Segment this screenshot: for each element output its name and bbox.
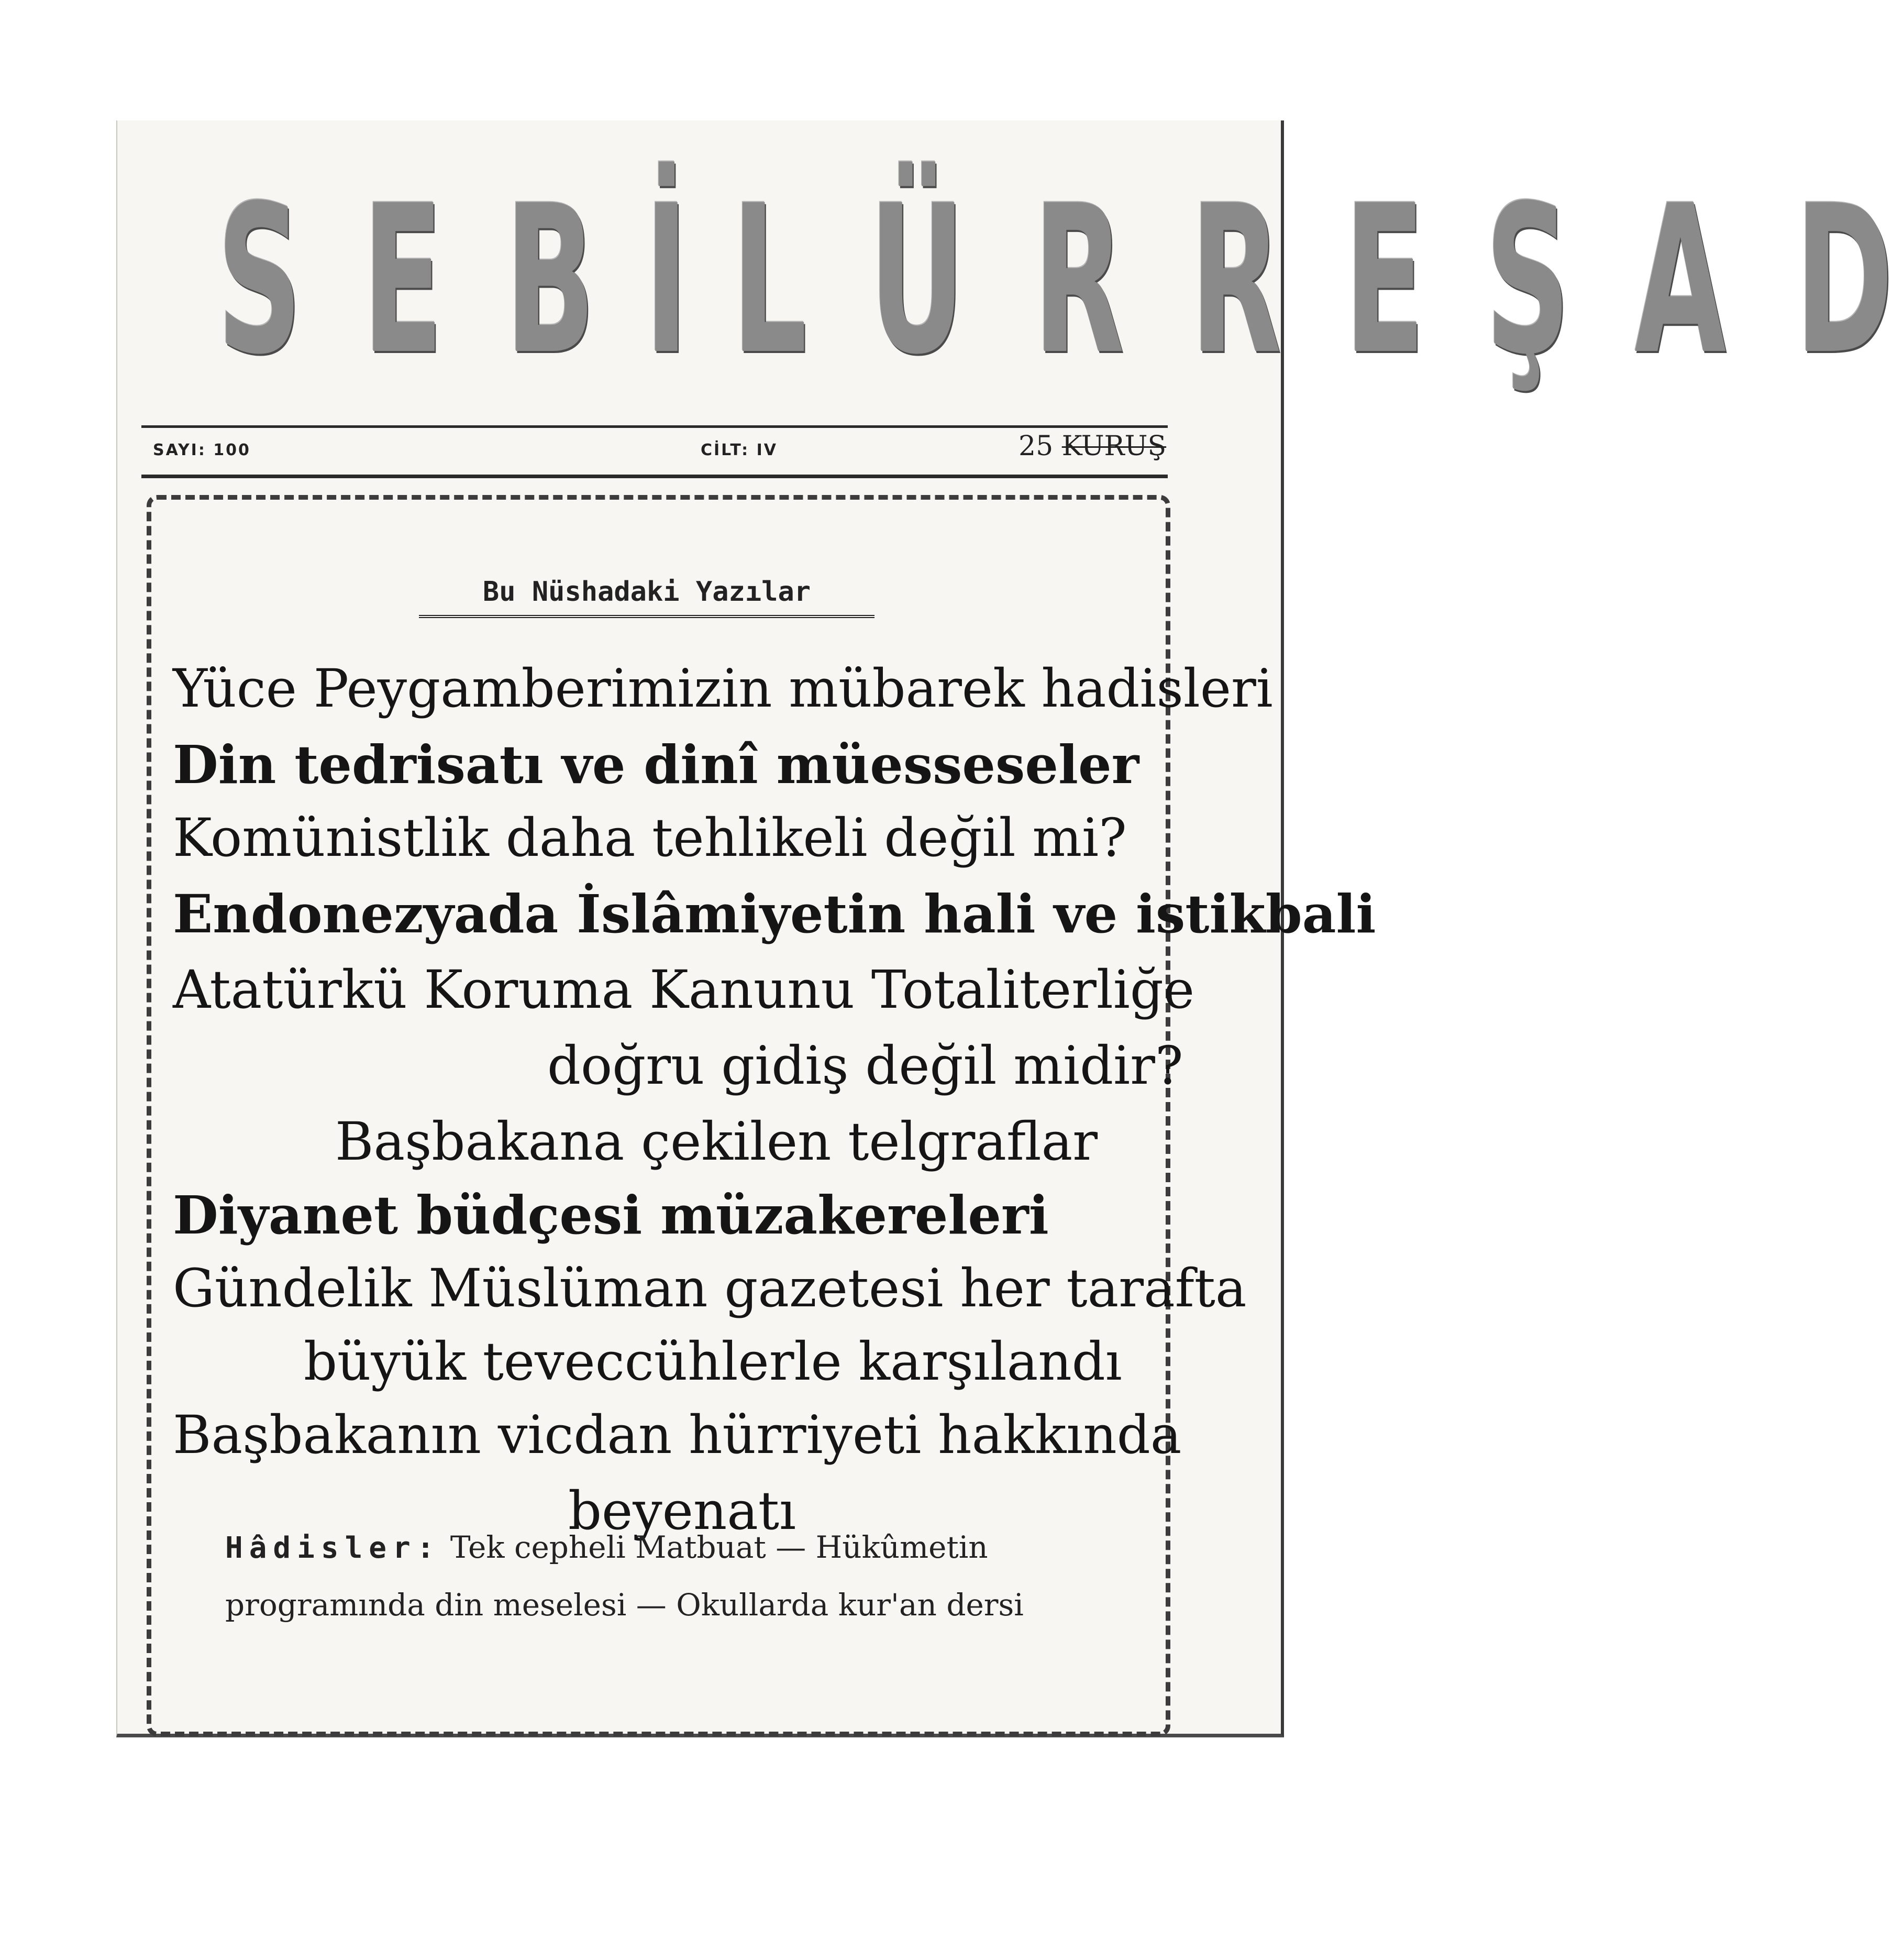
contents-item: Komünistlik daha tehlikeli değil mi?: [173, 807, 1127, 868]
masthead-letter: Ş: [1485, 161, 1570, 399]
contents-item: doğru gidiş değil midir?: [547, 1035, 1183, 1096]
issue-bar-bottom-rule: [141, 475, 1168, 478]
contents-item: Endonezyada İslâmiyetin hali ve istikbali: [173, 883, 1376, 945]
masthead-letter: E: [362, 161, 444, 399]
masthead-letter: S: [216, 161, 302, 399]
contents-item: Gündelik Müslüman gazetesi her tarafta: [173, 1258, 1247, 1319]
contents-heading: Bu Nüshadaki Yazılar: [419, 576, 874, 618]
events-line: programında din meselesi — Okullarda kur'an dersi: [225, 1587, 1024, 1623]
masthead-letter: Ü: [869, 161, 966, 399]
masthead-letter: L: [731, 161, 807, 399]
contents-item: Atatürkü Koruma Kanunu Totaliterliğe: [173, 959, 1195, 1020]
issue-number: SAYI: 100: [153, 441, 251, 459]
masthead-letter: A: [1634, 161, 1726, 399]
contents-item: Yüce Peygamberimizin mübarek hadisleri: [173, 658, 1273, 719]
issue-bar-top-rule: [141, 425, 1168, 428]
contents-item: beyenatı: [568, 1480, 796, 1541]
masthead-letter: İ: [644, 161, 689, 399]
price-currency: KURUŞ: [1061, 431, 1167, 462]
events-line: [225, 1529, 988, 1565]
contents-item: Başbakanın vicdan hürriyeti hakkında: [173, 1404, 1182, 1466]
contents-item: Diyanet büdçesi müzakereleri: [173, 1184, 1049, 1246]
masthead-title: [186, 161, 1893, 399]
masthead-letter: E: [1344, 161, 1425, 399]
contents-item: Başbakana çekilen telgraflar: [335, 1111, 1098, 1172]
masthead-letter: R: [1033, 161, 1125, 399]
price: [1019, 431, 1166, 462]
price-amount: 25: [1019, 431, 1054, 462]
contents-item: büyük teveccühlerle karşılandı: [304, 1331, 1122, 1392]
events-label: Hâdisler:: [225, 1531, 441, 1565]
events-text: Tek cepheli Matbuat — Hükûmetin: [450, 1529, 988, 1565]
volume-number: CİLT: IV: [701, 441, 778, 459]
masthead-letter: B: [505, 161, 596, 399]
contents-item: Din tedrisatı ve dinî müesseseler: [173, 734, 1139, 796]
masthead-letter: D: [1795, 161, 1893, 399]
masthead-letter: R: [1190, 161, 1282, 399]
